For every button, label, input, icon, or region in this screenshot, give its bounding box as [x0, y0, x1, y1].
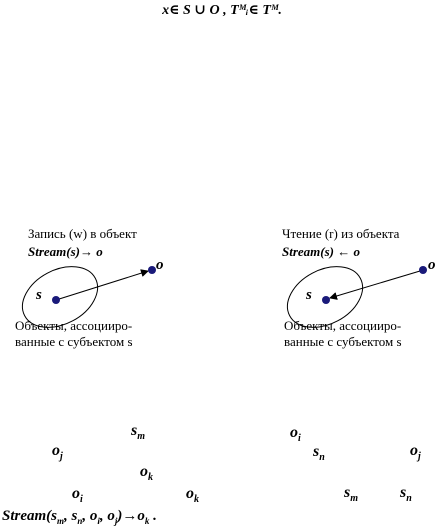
right-read-arrow [330, 271, 420, 298]
bottom-stream-formula: $Stream(s_m$, $s_n$, $o_i$, $o_j)\to o_k$ . [2, 508, 157, 526]
symbol-s-m-right: $s_m$ [344, 484, 359, 505]
right-subject-label: s [306, 287, 312, 303]
symbol-s-m: $s_m$ [131, 422, 146, 443]
left-write-arrow [56, 271, 148, 300]
right-caption: Чтение (r) из объекта [282, 226, 400, 241]
symbol-o-j-right: $o_j$ [410, 442, 421, 463]
left-object-dot [148, 266, 156, 274]
right-subject-dot [322, 296, 330, 304]
right-note-line1: Объекты, ассоцииро- [284, 318, 402, 333]
right-note-line2: ванные с субъектом s [284, 334, 402, 349]
right-object-dot [419, 266, 427, 274]
symbol-s-n-right: $s_n$ [313, 443, 325, 464]
symbol-s-n-right-2: $s_n$ [400, 484, 412, 505]
left-subject-label: s [36, 287, 42, 303]
right-stream-formula: Stream(s) ← o [282, 244, 360, 259]
left-note-line1: Объекты, ассоцииро- [15, 318, 133, 333]
left-caption: Запись (w) в объект [28, 226, 137, 241]
symbol-o-j: $o_j$ [52, 442, 63, 463]
symbol-o-i-right: $o_i$ [290, 424, 301, 445]
symbol-o-k-2: $o_k$ [186, 485, 199, 506]
right-object-label: o [428, 257, 436, 273]
left-note-line2: ванные с субъектом s [15, 334, 133, 349]
left-subject-dot [52, 296, 60, 304]
symbol-o-i: $o_i$ [72, 485, 83, 506]
left-object-label: o [156, 257, 164, 273]
top-formula: x∈ S ∪ O , Tᴹᵢ∈ Tᴹ. [162, 3, 282, 18]
left-stream-formula: Stream(s)→ o [28, 244, 103, 259]
symbol-o-k: $o_k$ [140, 463, 153, 484]
